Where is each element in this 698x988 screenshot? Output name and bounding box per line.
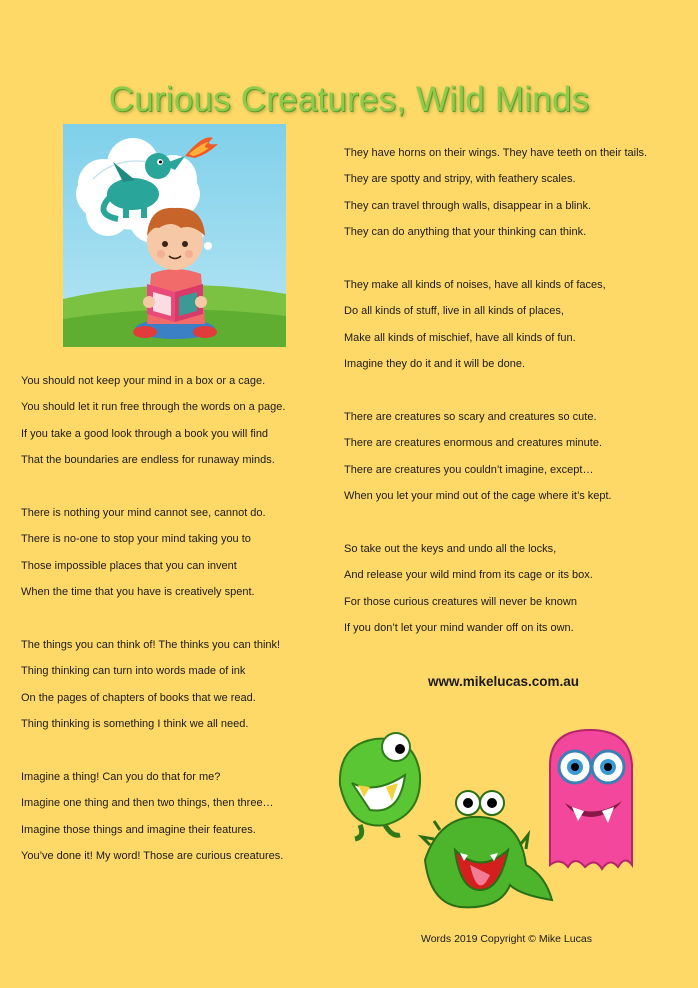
stanza	[21, 632, 285, 738]
poem-line: And release your wild mind from its cage or its box.	[344, 569, 593, 582]
poem-line: Imagine one thing and then two things, then three…	[21, 797, 274, 810]
stanza	[21, 764, 285, 870]
poem-line: They make all kinds of noises, have all kinds of faces,	[344, 278, 606, 291]
stanza	[21, 500, 285, 606]
monsters-illustration	[330, 725, 640, 925]
stanza	[344, 404, 647, 510]
poem-left-column	[21, 368, 285, 869]
poem-line: When you let your mind out of the cage where it’s kept.	[344, 490, 612, 503]
poem-line: They can travel through walls, disappear in a blink.	[344, 199, 592, 212]
boy-reading-illustration	[63, 124, 286, 347]
poem-line: You’ve done it! My word! Those are curious creatures.	[21, 850, 284, 863]
pink-ghost-monster	[550, 730, 632, 869]
website-link[interactable]: www.mikelucas.com.au	[428, 674, 580, 689]
green-round-monster	[340, 733, 420, 839]
poem-line: Imagine they do it and it will be done.	[344, 358, 526, 371]
poem-line: If you don’t let your mind wander off on its own.	[344, 622, 574, 635]
poem-line: Thing thinking can turn into words made of ink	[21, 665, 246, 678]
poem-line: There is no-one to stop your mind taking you to	[21, 533, 251, 546]
poem-line: Those impossible places that you can invent	[21, 559, 237, 572]
poem-line: Make all kinds of mischief, have all kinds of fun.	[344, 331, 576, 344]
poem-line: That the boundaries are endless for runaway minds.	[21, 454, 275, 467]
page-title: Curious Creatures, Wild Minds	[108, 80, 590, 120]
poem-line: They have horns on their wings. They have teeth on their tails.	[344, 147, 648, 159]
poem-line: Do all kinds of stuff, live in all kinds of places,	[344, 305, 564, 318]
stanza	[21, 368, 285, 474]
poem-line: When the time that you have is creatively spent.	[21, 586, 255, 599]
poem-line: There are creatures you couldn’t imagine, except…	[344, 463, 594, 476]
poem-line: Imagine those things and imagine their features.	[21, 823, 256, 836]
poem-line: Thing thinking is something I think we all need.	[21, 718, 249, 731]
stanza	[344, 272, 647, 378]
poem-line: Imagine a thing! Can you do that for me?	[21, 770, 221, 783]
poem-line: There are creatures so scary and creatures so cute.	[344, 410, 597, 423]
poem-line: So take out the keys and undo all the locks,	[344, 542, 557, 555]
poem-line: You should not keep your mind in a box or a cage.	[21, 375, 266, 387]
poem-right-column	[344, 140, 647, 641]
poem-line: The things you can think of! The thinks you can think!	[21, 638, 281, 651]
poem-line: You should let it run free through the words on a page.	[21, 401, 286, 414]
green-spiky-monster	[422, 791, 552, 907]
poem-line: On the pages of chapters of books that we read.	[21, 691, 256, 704]
copyright-notice: Words 2019 Copyright © Mike Lucas	[421, 933, 592, 945]
poem-line: For those curious creatures will never be known	[344, 595, 577, 608]
stanza	[344, 536, 647, 642]
stanza	[344, 140, 647, 246]
poem-line: If you take a good look through a book you will find	[21, 427, 269, 440]
poem-line: They are spotty and stripy, with feathery scales.	[344, 173, 576, 186]
poem-line: There are creatures enormous and creatures minute.	[344, 437, 603, 450]
poem-line: There is nothing your mind cannot see, cannot do.	[21, 506, 266, 519]
poem-line: They can do anything that your thinking can think.	[344, 226, 587, 239]
